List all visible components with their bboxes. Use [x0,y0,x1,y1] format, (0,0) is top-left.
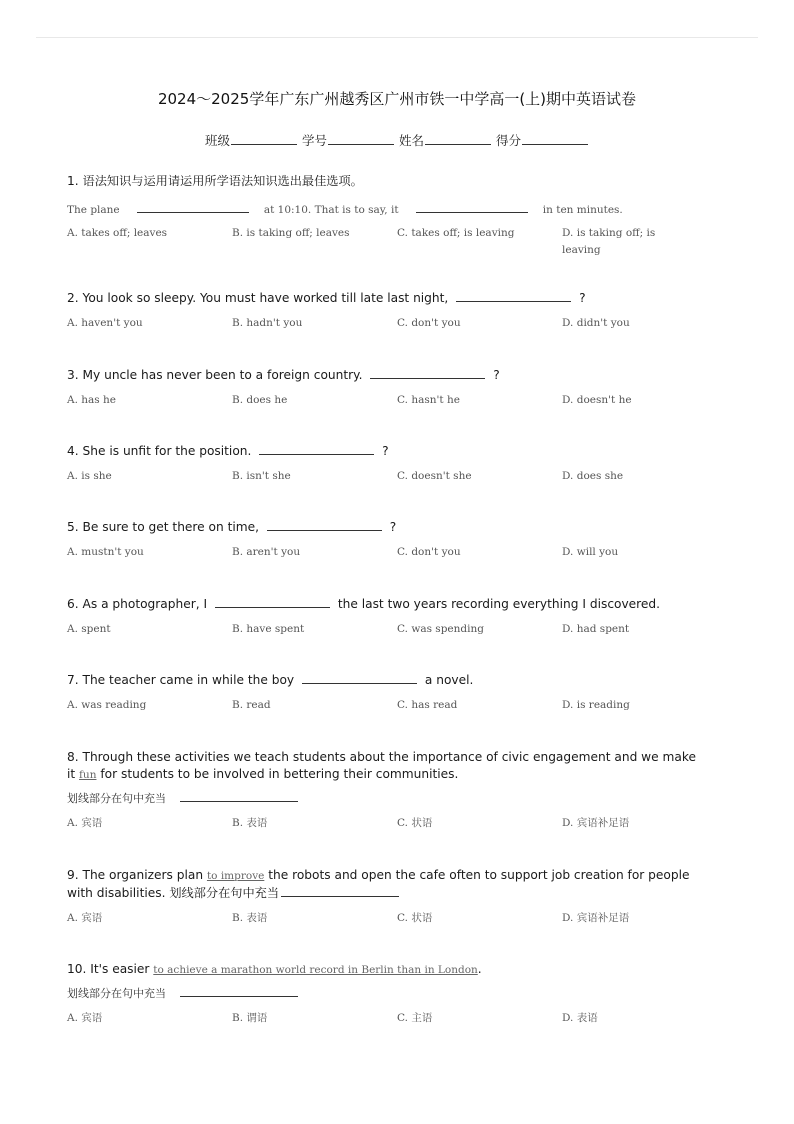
option-b[interactable]: B. have spent [232,623,305,635]
stem-text: 2. You look so sleepy. You must have worked till late last night, [67,291,449,305]
answer-blank[interactable] [302,672,417,684]
answer-blank[interactable] [180,790,298,802]
sub-text: 划线部分在句中充当 [67,987,166,1000]
options [67,697,707,717]
option-a[interactable]: A. has he [67,394,116,406]
options [67,392,707,412]
options [67,544,707,564]
answer-blank[interactable] [370,367,485,379]
option-a[interactable]: A. 宾语 [67,912,103,924]
question-9 [67,867,707,930]
option-b[interactable]: B. 谓语 [232,1012,268,1024]
options [67,621,707,641]
stem-suffix: ? [493,368,500,382]
option-a[interactable]: A. 宾语 [67,1012,103,1024]
options [67,815,707,835]
stem-text: 8. Through these activities we teach students about the importance of civic engagement and we make it [67,750,696,781]
question-7 [67,672,707,717]
option-d[interactable]: D. 宾语补足语 [562,912,630,924]
stem-text: the robots and open the cafe often to support job creation for people with disabilities. 划线部分在句中充当 [67,868,690,900]
answer-blank[interactable] [259,443,374,455]
option-b[interactable]: B. read [232,699,271,711]
answer-blank[interactable] [456,290,571,302]
stem-suffix: ? [382,444,389,458]
options [67,910,707,930]
stem-text: 6. As a photographer, I [67,597,208,611]
question-4 [67,443,707,488]
question-sentence [67,198,707,217]
option-d[interactable]: D. does she [562,470,624,482]
option-c[interactable]: C. don't you [397,546,461,558]
option-b[interactable]: B. 表语 [232,817,268,829]
options [67,1010,707,1030]
option-d[interactable]: D. is taking off; is leaving [562,227,656,256]
stem-text: 3. My uncle has never been to a foreign country. [67,368,363,382]
answer-blank[interactable] [267,519,382,531]
option-c[interactable]: C. has read [397,699,458,711]
option-d[interactable]: D. didn't you [562,317,630,329]
stem-text: 10. It's easier [67,962,150,976]
options [67,225,707,261]
stem-text: 4. She is unfit for the position. [67,444,252,458]
underlined-phrase: to improve [206,870,265,882]
option-a[interactable]: A. mustn't you [67,546,144,558]
score-label: 得分 [495,133,521,148]
stem-suffix: the last two years recording everything I discovered. [337,597,661,611]
name-blank[interactable] [425,134,491,145]
stem-text: 9. The organizers plan [67,868,204,882]
stem-text: . [477,962,482,976]
option-b[interactable]: B. aren't you [232,546,301,558]
answer-blank[interactable] [180,985,298,997]
question-3 [67,367,707,412]
option-a[interactable]: A. haven't you [67,317,143,329]
sub-text: 划线部分在句中充当 [67,792,166,805]
option-d[interactable]: D. is reading [562,699,630,711]
stem-suffix: ? [389,520,397,534]
option-a[interactable]: A. is she [67,470,112,482]
answer-blank[interactable] [416,201,528,213]
option-d[interactable]: D. 宾语补足语 [562,817,630,829]
question-stem [67,961,707,979]
option-c[interactable]: C. don't you [397,317,461,329]
option-b[interactable]: B. does he [232,394,288,406]
option-c[interactable]: C. 状语 [397,817,433,829]
option-a[interactable]: A. 宾语 [67,817,103,829]
option-a[interactable]: A. was reading [67,699,147,711]
question-stem [67,867,707,902]
question-stem [67,596,707,613]
question-5 [67,519,707,564]
option-c[interactable]: C. 主语 [397,1012,433,1024]
option-a[interactable]: A. takes off; leaves [67,227,168,239]
options [67,468,707,488]
option-d[interactable]: D. 表语 [562,1012,598,1024]
option-b[interactable]: B. hadn't you [232,317,303,329]
option-c[interactable]: C. takes off; is leaving [397,227,515,239]
option-d[interactable]: D. will you [562,546,619,558]
question-6 [67,596,707,641]
question-stem [67,672,707,689]
sentence-part: in ten minutes. [542,204,623,216]
option-c[interactable]: C. was spending [397,623,484,635]
question-8 [67,749,707,835]
question-2 [67,290,707,335]
underlined-phrase: to achieve a marathon world record in Berlin than in London [153,964,478,976]
question-10 [67,961,707,1030]
sentence-part: The plane [67,204,120,216]
option-b[interactable]: B. isn't she [232,470,291,482]
question-stem [67,749,707,784]
underlined-phrase: fun [79,769,97,781]
option-d[interactable]: D. had spent [562,623,630,635]
answer-blank[interactable] [215,596,330,608]
options [67,315,707,335]
name-label: 姓名 [398,133,424,148]
option-c[interactable]: C. 状语 [397,912,433,924]
stem-text: 5. Be sure to get there on time, [67,520,260,534]
question-stem: 1. 语法知识与运用请运用所学语法知识选出最佳选项。 [67,174,363,188]
page-title: 2024～2025学年广东广州越秀区广州市铁一中学高一(上)期中英语试卷 [157,90,637,108]
sentence-part: at 10:10. That is to say, it [263,204,399,216]
question-sub [67,790,707,807]
option-c[interactable]: C. doesn't she [397,470,472,482]
question-stem [67,443,707,460]
id-blank[interactable] [328,134,394,145]
stem-text: for students to be involved in bettering their communities. [100,767,459,781]
option-d[interactable]: D. doesn't he [562,394,632,406]
option-c[interactable]: C. hasn't he [397,394,460,406]
id-label: 学号 [301,133,327,148]
class-label: 班级 [204,133,230,148]
option-a[interactable]: A. spent [67,623,111,635]
question-stem [67,367,707,384]
question-sub [67,985,707,1002]
header-rule [36,37,758,38]
question-1 [67,173,707,261]
option-b[interactable]: B. 表语 [232,912,268,924]
class-blank[interactable] [231,134,297,145]
stem-suffix: a novel. [424,673,474,687]
option-b[interactable]: B. is taking off; leaves [232,227,350,239]
answer-blank[interactable] [281,885,399,897]
question-stem [67,519,707,536]
stem-suffix: ? [579,291,586,305]
question-stem [67,290,707,307]
score-blank[interactable] [522,134,588,145]
student-info-line [0,131,794,149]
answer-blank[interactable] [137,201,249,213]
stem-text: 7. The teacher came in while the boy [67,673,295,687]
